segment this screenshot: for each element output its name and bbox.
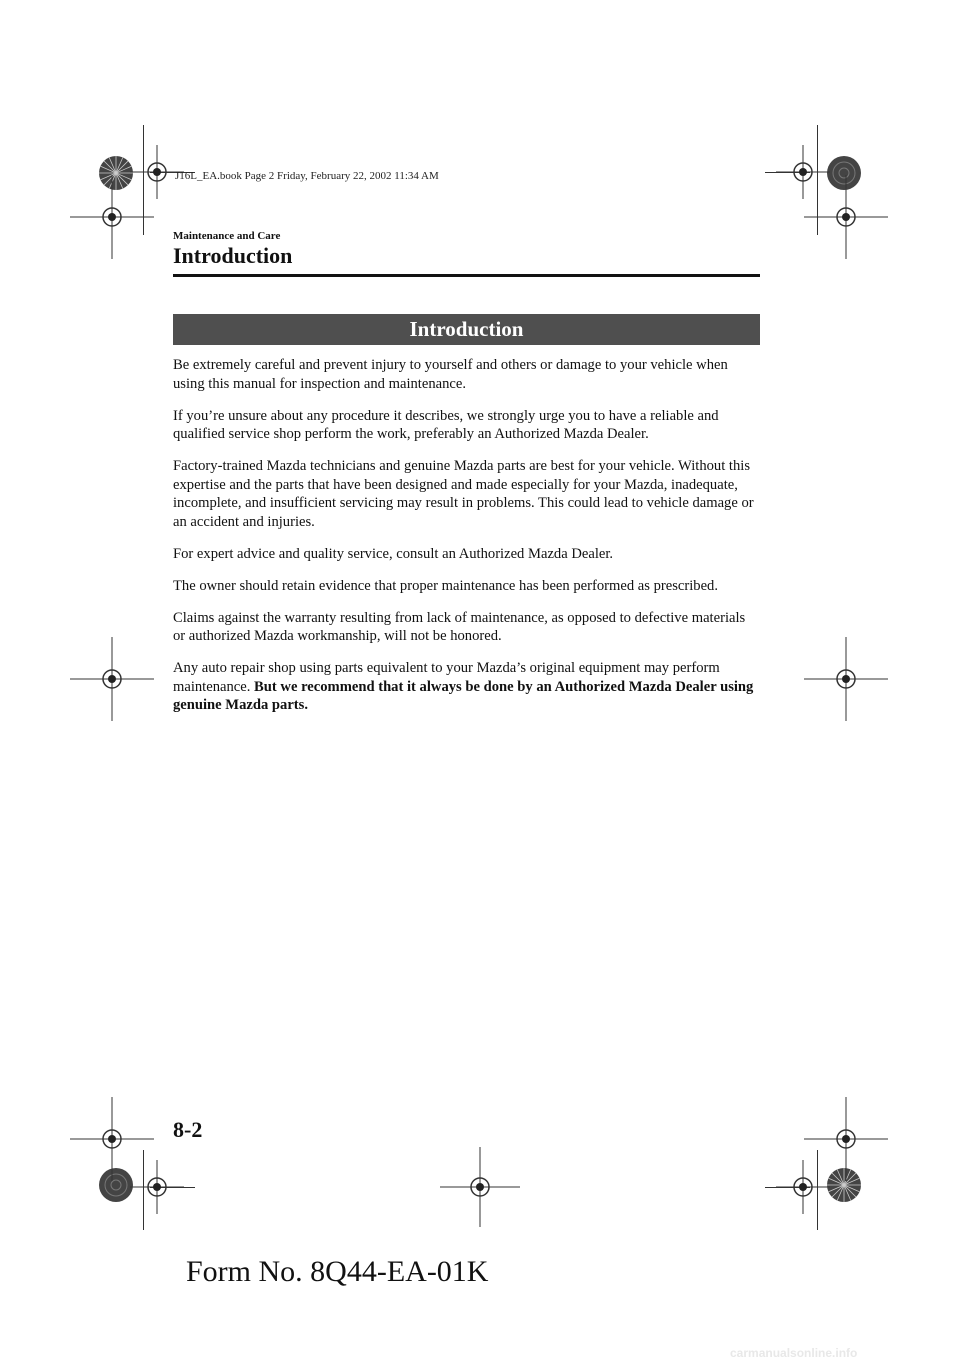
registration-crosshair-icon [70,637,154,721]
watermark: carmanualsonline.info [730,1346,858,1360]
page-title: Introduction [173,243,293,268]
registration-crosshair-icon [804,637,888,721]
registration-crosshair-icon [776,1160,830,1214]
paragraph-text: Any auto repair shop using parts equivalent to your Mazda’s original equipment may perform maintenance. [173,660,720,695]
page-number: 8-2 [173,1117,203,1142]
book-stamp: J16L_EA.book Page 2 Friday, February 22, 2002 11:34 AM [175,170,439,182]
registration-crosshair-icon [70,175,154,259]
paragraph [173,659,758,715]
body-text [173,356,758,728]
paragraph-emphasis: But we recommend that it always be done by an Authorized Mazda Dealer using genuine Mazda parts. [173,678,754,713]
heading-rule [173,274,760,277]
paragraph: Factory-trained Mazda technicians and genuine Mazda parts are best for your vehicle. Without this expertise and the parts that have been designed and made especially for your Mazda, inadequate, incomplete, and insufficient servicing may result in problems. This could lead to vehicle damage or an accident and injuries. [173,458,754,530]
registration-crosshair-icon [130,1160,184,1214]
paragraph: For expert advice and quality service, consult an Authorized Mazda Dealer. [173,545,614,562]
section-banner-title: Introduction [409,317,524,341]
paragraph: If you’re unsure about any procedure it describes, we strongly urge you to have a reliable and qualified service shop perform the work, preferably an Authorized Mazda Dealer. [173,407,719,442]
registration-crosshair-icon [440,1147,520,1227]
registration-crosshair-icon [804,175,888,259]
section-label: Maintenance and Care [173,230,281,242]
paragraph: Be extremely careful and prevent injury to yourself and others or damage to your vehicle when using this manual for inspection and maintenance. [173,357,728,392]
paragraph: The owner should retain evidence that proper maintenance has been performed as prescribed. [173,577,719,594]
form-number: Form No. 8Q44-EA-01K [186,1255,489,1288]
paragraph: Claims against the warranty resulting from lack of maintenance, as opposed to defective materials or authorized Mazda workmanship, will not be honored. [173,609,746,644]
section-banner [173,314,760,345]
